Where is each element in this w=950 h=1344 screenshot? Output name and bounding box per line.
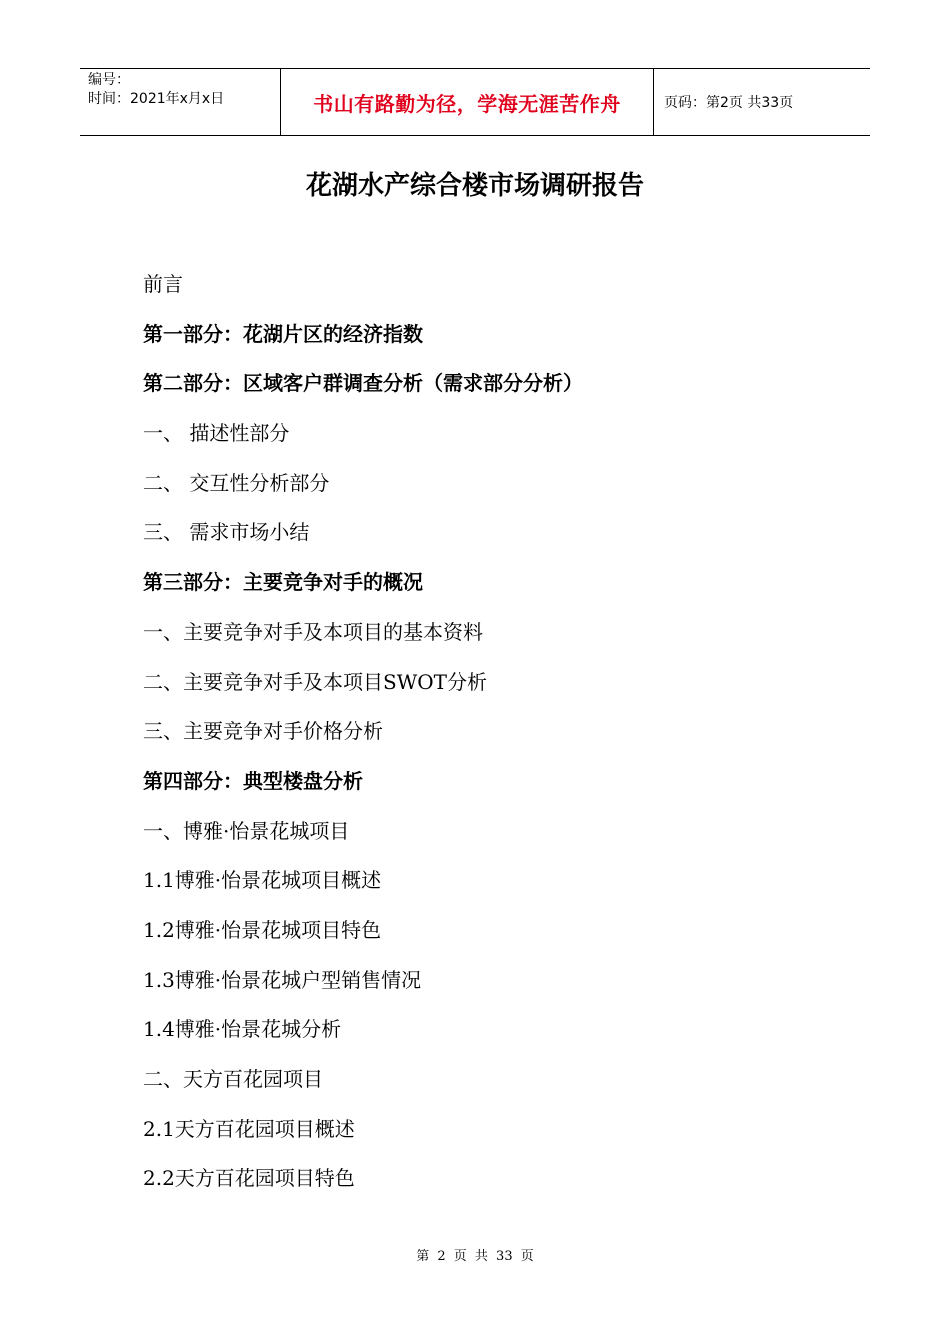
toc-entry: 二、天方百花园项目 xyxy=(143,1067,323,1091)
toc-entry: 1.4博雅·怡景花城分析 xyxy=(143,1017,342,1042)
document-title: 花湖水产综合楼市场调研报告 xyxy=(305,171,644,201)
toc-entry: 2.1天方百花园项目概述 xyxy=(143,1116,355,1141)
table-of-contents xyxy=(143,268,843,1212)
header-page-cell xyxy=(654,69,870,135)
toc-entry: 一、主要竞争对手及本项目的基本资料 xyxy=(143,619,483,644)
page-footer: 第 2 页 共 33 页 xyxy=(416,1249,534,1264)
toc-entry: 1.1博雅·怡景花城项目概述 xyxy=(143,868,382,893)
toc-entry: 一、博雅·怡景花城项目 xyxy=(143,818,350,843)
toc-section-heading: 第一部分：花湖片区的经济指数 xyxy=(143,321,423,346)
toc-section-heading: 第四部分：典型楼盘分析 xyxy=(143,768,363,793)
number-label: 编号： xyxy=(88,72,130,88)
page-info: 页码：第2页 共33页 xyxy=(664,95,794,111)
time-label: 时间：2021年x月x日 xyxy=(88,91,225,107)
slogan-text: 书山有路勤为径，学海无涯苦作舟 xyxy=(313,91,621,116)
toc-entry: 一、 描述性部分 xyxy=(143,421,290,446)
toc-section-heading: 第三部分：主要竞争对手的概况 xyxy=(143,570,423,595)
toc-entry: 三、主要竞争对手价格分析 xyxy=(143,719,383,744)
toc-entry: 三、 需求市场小结 xyxy=(143,520,310,545)
header-meta-cell xyxy=(80,69,281,135)
header-slogan-cell xyxy=(281,69,654,135)
toc-entry: 2.2天方百花园项目特色 xyxy=(143,1166,355,1191)
page-header xyxy=(80,68,870,136)
toc-entry: 二、 交互性分析部分 xyxy=(143,470,330,495)
toc-entry: 1.2博雅·怡景花城项目特色 xyxy=(143,917,382,942)
toc-entry: 1.3博雅·怡景花城户型销售情况 xyxy=(143,967,422,992)
toc-section-heading: 第二部分：区域客户群调查分析（需求部分分析） xyxy=(143,371,583,396)
toc-entry: 前言 xyxy=(143,272,183,296)
toc-entry: 二、主要竞争对手及本项目SWOT分析 xyxy=(143,669,487,694)
